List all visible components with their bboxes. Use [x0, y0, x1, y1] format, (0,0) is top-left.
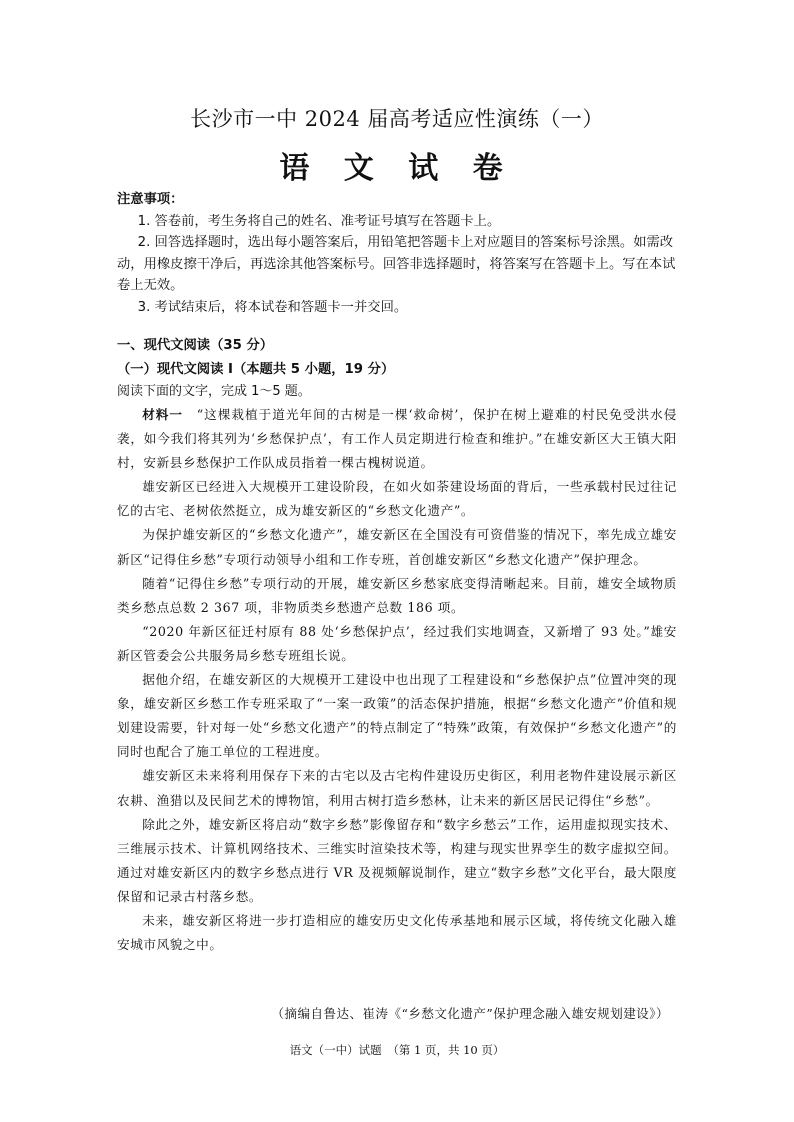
notice-item: 1. 答卷前，考生务将自己的姓名、准考证号填写在答题卡上。 — [137, 213, 501, 229]
exam-title: 长沙市一中 2024 届高考适应性演练（一） — [190, 107, 604, 131]
notice-block — [117, 189, 677, 318]
material-paragraph: 随着“记得住乡愁”专项行动的开展，雄安新区乡愁家底变得清晰起来。目前，雄安全域物质类乡愁点总数 2 367 项，非物质类乡愁遗产总数 186 项。 — [117, 575, 677, 615]
material-source: （摘编自鲁达、崔涛《“乡愁文化遗产”保护理念融入雄安规划建设》） — [271, 1006, 669, 1021]
material-paragraph: 雄安新区未来将利用保存下来的古宅以及古宅构件建设历史街区，利用老物件建设展示新区农耕、渔猎以及民间艺术的博物馆，利用古树打造乡愁林，让未来的新区居民记得住“乡愁”。 — [117, 768, 677, 808]
material-paragraph: 雄安新区已经进入大规模开工建设阶段，在如火如荼建设场面的背后，一些承载村民过往记忆的古宅、老树依然挺立，成为雄安新区的“乡愁文化遗产”。 — [117, 479, 677, 519]
page-footer: 语文（一中）试题 （第 1 页，共 10 页） — [289, 1043, 505, 1057]
notice-item: 3. 考试结束后，将本试卷和答题卡一并交回。 — [137, 299, 408, 315]
subsection-heading: （一）现代文阅读 I（本题共 5 小题，19 分） — [117, 362, 395, 377]
material-paragraph: 除此之外，雄安新区将启动“数字乡愁”影像留存和“数字乡愁云”工作，运用虚拟现实技术、三维展示技术、计算机网络技术、三维实时渲染技术等，构建与现实世界孪生的数字虚拟空间。通过对雄安新区内的数字乡愁点进行 VR 及视频解说制作，建立“数字乡愁”文化平台，最大限度保留和记录古村落乡愁。 — [117, 816, 677, 904]
reading-instruction: 阅读下面的文字，完成 1～5 题。 — [117, 384, 311, 399]
material-paragraph: 未来，雄安新区将进一步打造相应的雄安历史文化传承基地和展示区域，将传统文化融入雄安城市风貌之中。 — [117, 912, 677, 953]
material-paragraph: 为保护雄安新区的“乡愁文化遗产”，雄安新区在全国没有可资借鉴的情况下，率先成立雄安新区“记得住乡愁”专项行动领导小组和工作专班，首创雄安新区“乡愁文化遗产”保护理念。 — [117, 527, 677, 567]
material-paragraph: “2020 年新区征迁村原有 88 处‘乡愁保护点’，经过我们实地调查，又新增了 93 处。”雄安新区管委会公共服务局乡愁专班组长说。 — [117, 623, 677, 663]
material-label: 材料一 — [142, 407, 184, 422]
notice-item: 2. 回答选择题时，选出每小题答案后，用铅笔把答题卡上对应题目的答案标号涂黑。如需改动，用橡皮擦干净后，再选涂其他答案标号。回答非选择题时，将答案写在答题卡上。写在本试卷上无效。 — [117, 235, 676, 293]
paragraph-text: “这棵栽植于道光年间的古树是一棵‘救命树’，保护在树上避难的村民免受洪水侵袭，如今我们将其列为‘乡愁保护点’，有工作人员定期进行检查和维护。”在雄安新区大王镇大阳村，安新县乡愁保护工作队成员指着一棵古槐树说道。 — [117, 407, 677, 471]
material-paragraph — [117, 403, 677, 475]
exam-subtitle: 语 文 试 卷 — [279, 151, 515, 186]
section-heading: 一、现代文阅读（35 分） — [117, 338, 274, 353]
notice-heading: 注意事项： — [117, 192, 184, 207]
material-text — [117, 403, 677, 957]
material-paragraph: 据他介绍，在雄安新区的大规模开工建设中也出现了工程建设和“乡愁保护点”位置冲突的现象，雄安新区乡愁工作专班采取了“一案一政策”的活态保护措施，根据“乡愁文化遗产”价值和规划建设需要，针对每一处“乡愁文化遗产”的特点制定了“特殊”政策，有效保护“乡愁文化遗产”的同时也配合了施工单位的工程进度。 — [117, 672, 677, 760]
